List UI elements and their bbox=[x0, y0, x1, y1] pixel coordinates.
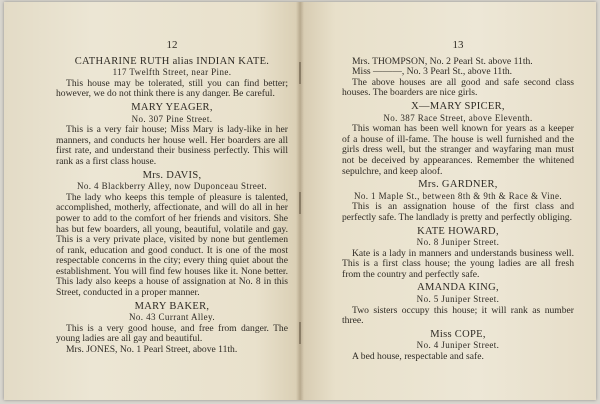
page-number: 12 bbox=[166, 39, 178, 51]
entry-text: Two sisters occupy this house; it will rank as number three. bbox=[342, 304, 574, 327]
right-page-column bbox=[342, 40, 574, 363]
binding-stitch bbox=[299, 322, 301, 344]
left-page-column bbox=[56, 40, 288, 356]
entry-heading: Mrs. DAVIS, bbox=[142, 169, 202, 181]
entry-text: This is an assignation house of the first class and perfectly safe. The landlady is pretty and perfectly obliging. bbox=[342, 201, 574, 223]
right-page bbox=[300, 2, 596, 400]
entry-heading: MARY BAKER, bbox=[134, 300, 210, 312]
entry-heading: AMANDA KING, bbox=[417, 282, 499, 294]
entry-text: This house may be tolerated, still you can find better; however, we do not think there is any danger. Be careful. bbox=[56, 77, 288, 100]
entry-text: A bed house, respectable and safe. bbox=[352, 351, 484, 363]
entry-text: This woman has been well known for years as a keeper of a house of ill-fame. The house is well furnished and the girls dress well, but the stranger and wayfaring man must not be deceived by appearances. Remember the whitened sepulchre, and keep aloof. bbox=[342, 123, 574, 177]
entry-address: No. 8 Juniper Street. bbox=[416, 237, 500, 248]
entry-address: No. 307 Pine Street. bbox=[131, 113, 213, 124]
binding-stitch bbox=[299, 192, 301, 214]
entry-address: 117 Twelfth Street, near Pine. bbox=[112, 67, 232, 78]
entry-address: No. 387 Race Street, above Eleventh. bbox=[383, 112, 533, 123]
intro-line: Miss ———, No. 3 Pearl St., above 11th. bbox=[352, 66, 513, 78]
binding-stitch bbox=[299, 62, 301, 84]
entry-text: The lady who keeps this temple of pleasure is talented, accomplished, motherly, affectionate, and will do all in her power to add to the comfort of her friends and visitors. She has but few boarders, all young, beautiful, volatile and gay. This is a very private place, visited by none but gentlemen of rank, education and good conduct. It is one of the most respectable concerns in the city; every thing quiet about the establishment. You will find few houses like it. None better. This lady also keeps a house of assignation at No. 8 in this Street, conducted in a proper manner. bbox=[56, 191, 288, 299]
entry-heading: KATE HOWARD, bbox=[417, 225, 499, 237]
entry-address: No. 1 Maple St., between 8th & 9th & Race & Vine. bbox=[353, 190, 563, 201]
entry-heading: MARY YEAGER, bbox=[131, 101, 213, 113]
entry-heading: CATHARINE RUTH alias INDIAN KATE. bbox=[74, 55, 270, 67]
entry-heading: X—MARY SPICER, bbox=[411, 100, 505, 112]
entry-address: No. 4 Blackberry Alley, now Duponceau Street. bbox=[76, 181, 268, 192]
entry-heading: Mrs. GARDNER, bbox=[418, 179, 498, 191]
entry-text: Kate is a lady in manners and understands business well. This is a first class house; the young ladies are all fresh from the country and perfectly safe. bbox=[342, 247, 574, 280]
intro-line: Mrs. THOMPSON, No. 2 Pearl St. above 11th. bbox=[352, 55, 533, 67]
page-footer-line: Mrs. JONES, No. 1 Pearl Street, above 11th. bbox=[66, 344, 238, 356]
intro-text: The above houses are all good and safe second class houses. The boarders are nice girls. bbox=[342, 76, 574, 99]
entry-address: No. 5 Juniper Street. bbox=[416, 294, 500, 305]
entry-address: No. 43 Currant Alley. bbox=[128, 312, 216, 323]
entry-text: This is a very good house, and free from danger. The young ladies are all gay and beautiful. bbox=[56, 322, 288, 345]
entry-text: This is a very fair house; Miss Mary is lady-like in her manners, and conducts her house well. Her boarders are all first rate, and understand their business perfectly. This will rank as a first class house. bbox=[56, 124, 288, 167]
entry-heading: Miss COPE, bbox=[430, 328, 486, 340]
page-number: 13 bbox=[452, 39, 464, 51]
book-spread bbox=[4, 2, 596, 400]
entry-address: No. 4 Juniper Street. bbox=[416, 340, 500, 351]
left-page bbox=[4, 2, 300, 400]
